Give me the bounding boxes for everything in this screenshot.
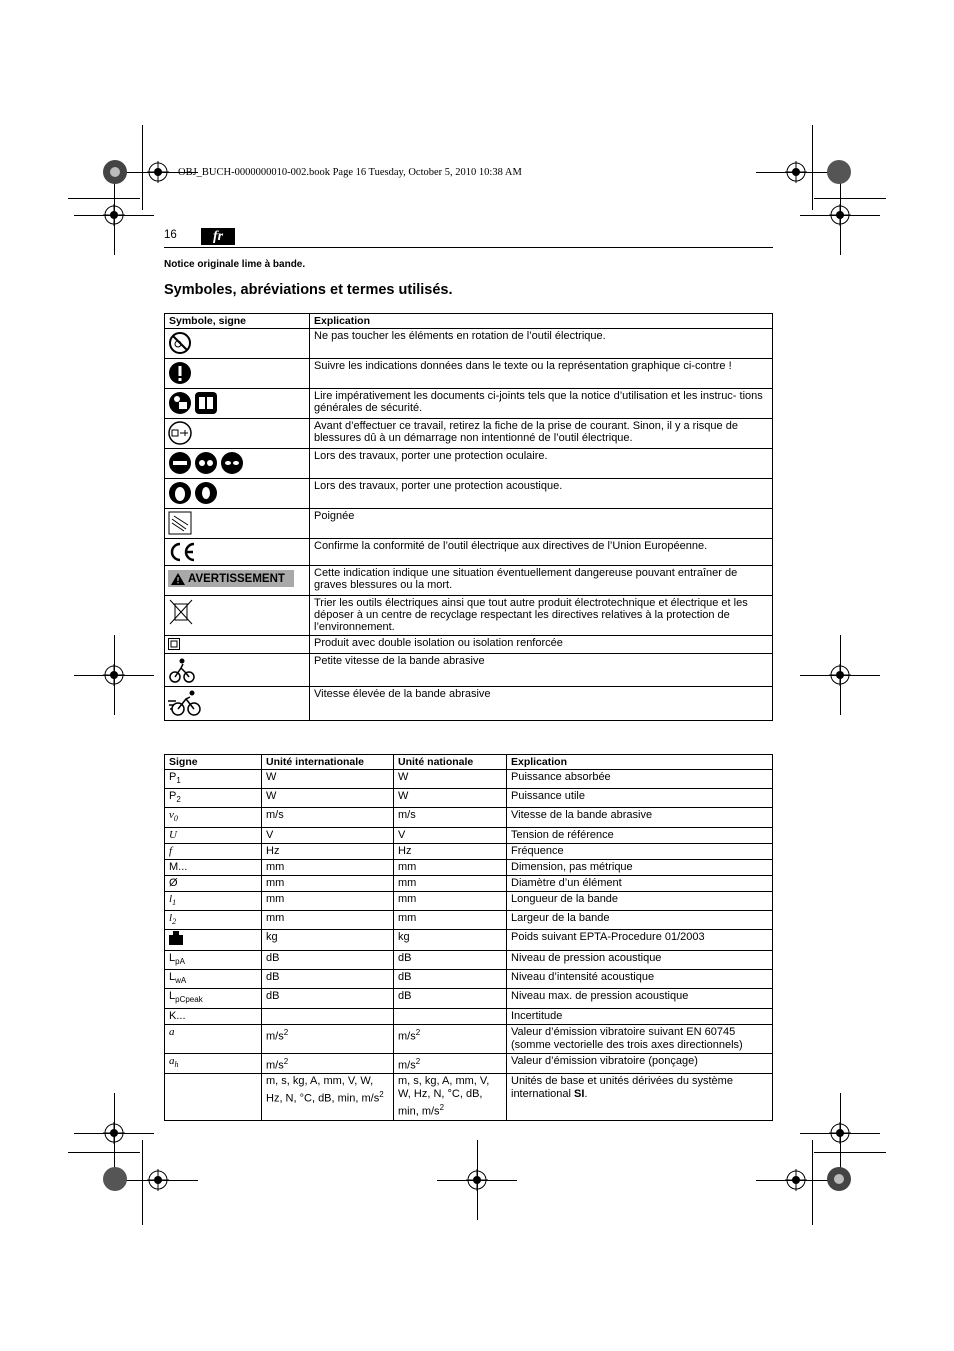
natl-unit: dB (398, 990, 412, 1003)
sign-symbol: a (169, 1025, 175, 1038)
table-row (165, 566, 773, 596)
table-row (165, 843, 773, 859)
sign-subscript: 0 (173, 814, 178, 824)
table-row (165, 1008, 773, 1024)
explanation-cell (507, 770, 773, 789)
sign-symbol: f (169, 844, 173, 857)
table-row (165, 687, 773, 721)
natl-unit: dB (398, 951, 412, 964)
intl-unit-cell (262, 875, 394, 891)
intl-unit: mm (266, 876, 285, 889)
intl-unit-cell (262, 1074, 394, 1121)
sign-symbol: l (169, 892, 173, 905)
sign-cell (165, 929, 262, 950)
table-row (165, 770, 773, 789)
unplug-icon (168, 421, 192, 445)
row-text: Produit avec double isolation ou isolation renforcée (310, 636, 773, 654)
intl-unit: mm (266, 892, 285, 905)
table-row (165, 419, 773, 449)
intl-unit-cell (262, 789, 394, 808)
column-header: Signe (165, 755, 262, 770)
registration-mark-icon (785, 161, 807, 183)
explanation-text: Niveau max. de pression acoustique (511, 990, 689, 1003)
row-text: Lors des travaux, porter une protection acoustique. (310, 479, 773, 509)
sign-symbol: a (169, 1054, 175, 1067)
sign-cell (165, 859, 262, 875)
natl-unit-cell (394, 891, 507, 910)
natl-unit-cell (394, 970, 507, 989)
table-row (165, 1074, 773, 1121)
table-row (165, 875, 773, 891)
table-row (165, 539, 773, 566)
table-row (165, 891, 773, 910)
units-table-body (165, 770, 773, 1121)
intl-unit-cell (262, 929, 394, 950)
explanation-text: Poids suivant EPTA-Procedure 01/2003 (511, 930, 705, 943)
column-header: Explication (507, 755, 773, 770)
sign-symbol: v (169, 809, 174, 822)
read-manual-icon (168, 391, 192, 415)
table-row (165, 389, 773, 419)
safety-goggles-icon (194, 451, 218, 475)
slow-cyclist-icon (168, 656, 196, 684)
color-disk-icon (826, 159, 852, 185)
sign-cell (165, 843, 262, 859)
intl-unit-cell (262, 1053, 394, 1074)
explanation-cell (507, 875, 773, 891)
page-number: 16 (164, 229, 177, 241)
registration-mark-icon (103, 1122, 125, 1144)
row-text: Lire impérativement les documents ci-joints tels que la notice d’utilisation et les instruc- tions générales de sécurité. (310, 389, 773, 419)
crossed-bin-icon (168, 598, 194, 626)
natl-unit-cell (394, 843, 507, 859)
natl-unit: m, s, kg, A, mm, V, W, Hz, N, °C, dB, min, m/s (398, 1075, 490, 1118)
no-touch-rotating-icon (168, 331, 192, 355)
intl-unit: m, s, kg, A, mm, V, W, Hz, N, °C, dB, min, m/s (266, 1075, 380, 1105)
symbols-table (164, 313, 773, 721)
sign-cell (165, 970, 262, 989)
sign-cell (165, 1008, 262, 1024)
sign-subscript: 2 (176, 795, 181, 805)
table-header-row (165, 755, 773, 770)
safety-glasses-icon (220, 451, 244, 475)
registration-mark-icon (829, 664, 851, 686)
table-row (165, 1053, 773, 1074)
table-row (165, 636, 773, 654)
table-row (165, 789, 773, 808)
sign-cell (165, 789, 262, 808)
sign-symbol: L (169, 951, 176, 964)
explanation-cell (507, 789, 773, 808)
table-row (165, 989, 773, 1008)
ear-muffs-icon (168, 481, 192, 505)
explanation-cell (507, 950, 773, 969)
intl-unit: mm (266, 911, 285, 924)
natl-unit-cell (394, 875, 507, 891)
explanation-cell (507, 989, 773, 1008)
table-header-row (165, 314, 773, 329)
table-row (165, 970, 773, 989)
table-row (165, 827, 773, 843)
explanation-text: Longueur de la bande (511, 892, 619, 905)
ear-protection-icon (194, 481, 218, 505)
section-title: Symboles, abréviations et termes utilisés. (164, 282, 453, 298)
unit-superscript: 2 (439, 1103, 445, 1113)
manual-book-icon (194, 391, 218, 415)
sign-symbol: L (169, 990, 176, 1003)
sign-subscript: h (174, 1059, 179, 1069)
sign-cell (165, 827, 262, 843)
sign-cell (165, 989, 262, 1008)
sign-symbol: P (169, 790, 177, 803)
print-slug: OBJ_BUCH-0000000010-002.book Page 16 Tuesday, October 5, 2010 10:38 AM (178, 167, 522, 178)
intl-unit-cell (262, 989, 394, 1008)
intl-unit-cell (262, 770, 394, 789)
table-row (165, 359, 773, 389)
sign-subscript: wA (175, 976, 187, 986)
unit-superscript: 2 (283, 1027, 289, 1037)
explanation-cell (507, 1053, 773, 1074)
column-header: Symbole, signe (165, 314, 310, 329)
natl-unit: m/s (398, 1059, 416, 1072)
explanation-cell (507, 929, 773, 950)
sign-subscript: pCpeak (175, 995, 203, 1005)
explanation-cell (507, 1008, 773, 1024)
natl-unit-cell (394, 1024, 507, 1053)
row-text: Vitesse élevée de la bande abrasive (310, 687, 773, 721)
intl-unit: Hz (266, 844, 280, 857)
unit-superscript: 2 (415, 1056, 421, 1066)
unit-superscript: 2 (415, 1027, 421, 1037)
double-insulation-icon (168, 638, 180, 650)
explanation-bold: SI (574, 1088, 585, 1101)
table-row (165, 449, 773, 479)
sign-cell (165, 808, 262, 827)
natl-unit: m/s (398, 809, 416, 822)
natl-unit: dB (398, 971, 412, 984)
explanation-cell (507, 891, 773, 910)
table-row (165, 596, 773, 636)
column-header: Unité internationale (262, 755, 394, 770)
explanation-text: Puissance absorbée (511, 771, 611, 783)
weight-icon (169, 931, 183, 945)
table-row (165, 950, 773, 969)
table-row (165, 910, 773, 929)
intl-unit: m/s (266, 809, 284, 822)
explanation-text: Puissance utile (511, 790, 585, 803)
explanation-cell (507, 1074, 773, 1121)
warning-badge (168, 570, 294, 587)
row-text: Ne pas toucher les éléments en rotation de l’outil électrique. (310, 329, 773, 359)
sign-cell (165, 950, 262, 969)
sign-symbol: L (169, 971, 176, 984)
table-row (165, 479, 773, 509)
sign-cell (165, 891, 262, 910)
natl-unit: kg (398, 930, 410, 943)
sign-subscript: 2 (172, 916, 177, 926)
explanation-text: Dimension, pas métrique (511, 860, 633, 873)
registration-mark-icon (829, 1122, 851, 1144)
sign-symbol: U (169, 828, 177, 841)
explanation-cell (507, 970, 773, 989)
intl-unit: dB (266, 990, 280, 1003)
intl-unit-cell (262, 1008, 394, 1024)
natl-unit-cell (394, 989, 507, 1008)
row-text: Poignée (310, 509, 773, 539)
sign-subscript: pA (175, 957, 185, 967)
intl-unit: m/s (266, 1030, 284, 1043)
table-row (165, 929, 773, 950)
intl-unit: W (266, 790, 277, 803)
registration-mark-icon (466, 1169, 488, 1191)
column-header: Unité nationale (394, 755, 507, 770)
intl-unit: V (266, 828, 274, 841)
intl-unit-cell (262, 827, 394, 843)
natl-unit-cell (394, 770, 507, 789)
intl-unit: dB (266, 971, 280, 984)
explanation-text: Largeur de la bande (511, 911, 610, 924)
natl-unit-cell (394, 1074, 507, 1121)
ce-mark-icon (168, 541, 196, 563)
header-rule (164, 247, 773, 248)
explanation-cell (507, 808, 773, 827)
explanation-text: Incertitude (511, 1009, 563, 1022)
sign-symbol: Ø (169, 876, 178, 889)
intl-unit: m/s (266, 1059, 284, 1072)
table-row (165, 808, 773, 827)
natl-unit-cell (394, 789, 507, 808)
natl-unit: Hz (398, 844, 412, 857)
intl-unit-cell (262, 843, 394, 859)
sign-cell (165, 1053, 262, 1074)
starburst-mark-icon (826, 1166, 852, 1192)
explanation-text: Niveau d’intensité acoustique (511, 971, 655, 984)
intl-unit-cell (262, 891, 394, 910)
registration-mark-icon (147, 161, 169, 183)
unit-superscript: 2 (283, 1056, 289, 1066)
sign-symbol: K... (169, 1009, 186, 1022)
explanation-cell (507, 843, 773, 859)
registration-mark-icon (147, 1169, 169, 1191)
natl-unit: V (398, 828, 406, 841)
row-text: Cette indication indique une situation éventuellement dangereuse pouvant entraîner de graves blessures ou la mort. (310, 566, 773, 596)
registration-mark-icon (103, 664, 125, 686)
sign-subscript: 1 (172, 897, 177, 907)
explanation-text: Niveau de pression acoustique (511, 951, 662, 964)
face-shield-icon (168, 451, 192, 475)
handle-icon (168, 511, 192, 535)
unit-superscript: 2 (379, 1090, 384, 1100)
color-disk-icon (102, 1166, 128, 1192)
natl-unit: m/s (398, 1030, 416, 1043)
row-text: Confirme la conformité de l’outil électrique aux directives de l’Union Européenne. (310, 539, 773, 566)
table-row (165, 329, 773, 359)
row-text: Petite vitesse de la bande abrasive (310, 654, 773, 687)
sign-cell (165, 1024, 262, 1053)
warning-label: AVERTISSEMENT (188, 572, 285, 585)
explanation-text: Tension de référence (511, 828, 614, 841)
sign-cell (165, 770, 262, 789)
sign-subscript: 1 (176, 776, 181, 786)
natl-unit: W (398, 771, 409, 783)
explanation-cell (507, 910, 773, 929)
natl-unit-cell (394, 950, 507, 969)
table-row (165, 509, 773, 539)
intl-unit-cell (262, 859, 394, 875)
intl-unit-cell (262, 910, 394, 929)
sign-symbol: l (169, 911, 173, 924)
explanation-text: Fréquence (511, 844, 564, 857)
table-row (165, 654, 773, 687)
exclamation-icon (168, 361, 192, 385)
natl-unit-cell (394, 808, 507, 827)
language-tag: fr (201, 228, 235, 245)
explanation-cell (507, 859, 773, 875)
sign-cell (165, 875, 262, 891)
intl-unit: kg (266, 930, 278, 943)
natl-unit-cell (394, 1053, 507, 1074)
natl-unit: mm (398, 911, 417, 924)
explanation-text: Vitesse de la bande abrasive (511, 809, 653, 822)
natl-unit-cell (394, 827, 507, 843)
natl-unit: mm (398, 892, 417, 905)
explanation-cell (507, 1024, 773, 1053)
explanation-cell (507, 827, 773, 843)
table-row (165, 859, 773, 875)
row-text: Lors des travaux, porter une protection oculaire. (310, 449, 773, 479)
explanation-tail: . (584, 1088, 588, 1101)
intl-unit-cell (262, 808, 394, 827)
intl-unit: mm (266, 860, 285, 873)
natl-unit: mm (398, 876, 417, 889)
column-header: Explication (310, 314, 773, 329)
notice-line: Notice originale lime à bande. (164, 259, 306, 270)
natl-unit-cell (394, 859, 507, 875)
natl-unit-cell (394, 910, 507, 929)
starburst-mark-icon (102, 159, 128, 185)
explanation-text: Unités de base et unités dérivées du système international (511, 1075, 733, 1101)
registration-mark-icon (829, 204, 851, 226)
row-text: Trier les outils électriques ainsi que tout autre produit électrotechnique et électrique et les déposer à un centre de recyclage respectant les directives relatives à la protection de l’environnement. (310, 596, 773, 636)
intl-unit: W (266, 771, 277, 783)
registration-mark-icon (103, 204, 125, 226)
natl-unit: mm (398, 860, 417, 873)
row-text: Avant d’effectuer ce travail, retirez la fiche de la prise de courant. Sinon, il y a risque de blessures dû à un démarrage non intentionné de l’outil électrique. (310, 419, 773, 449)
row-text: Suivre les indications données dans le texte ou la représentation graphique ci-contre ! (310, 359, 773, 389)
sign-symbol: P (169, 771, 177, 783)
explanation-text: Valeur d’émission vibratoire suivant EN 60745 (somme vectorielle des trois axes directionnels) (511, 1025, 743, 1051)
warning-triangle-icon (171, 573, 185, 585)
intl-unit: dB (266, 951, 280, 964)
intl-unit-cell (262, 1024, 394, 1053)
fast-cyclist-icon (168, 689, 202, 717)
sign-cell (165, 1074, 262, 1121)
explanation-text: Diamètre d’un élément (511, 876, 622, 889)
registration-mark-icon (785, 1169, 807, 1191)
intl-unit-cell (262, 950, 394, 969)
units-table (164, 754, 773, 1121)
intl-unit-cell (262, 970, 394, 989)
natl-unit-cell (394, 929, 507, 950)
natl-unit-cell (394, 1008, 507, 1024)
sign-symbol: M... (169, 860, 188, 873)
explanation-text: Valeur d’émission vibratoire (ponçage) (511, 1054, 698, 1067)
sign-cell (165, 910, 262, 929)
table-row (165, 1024, 773, 1053)
natl-unit: W (398, 790, 409, 803)
